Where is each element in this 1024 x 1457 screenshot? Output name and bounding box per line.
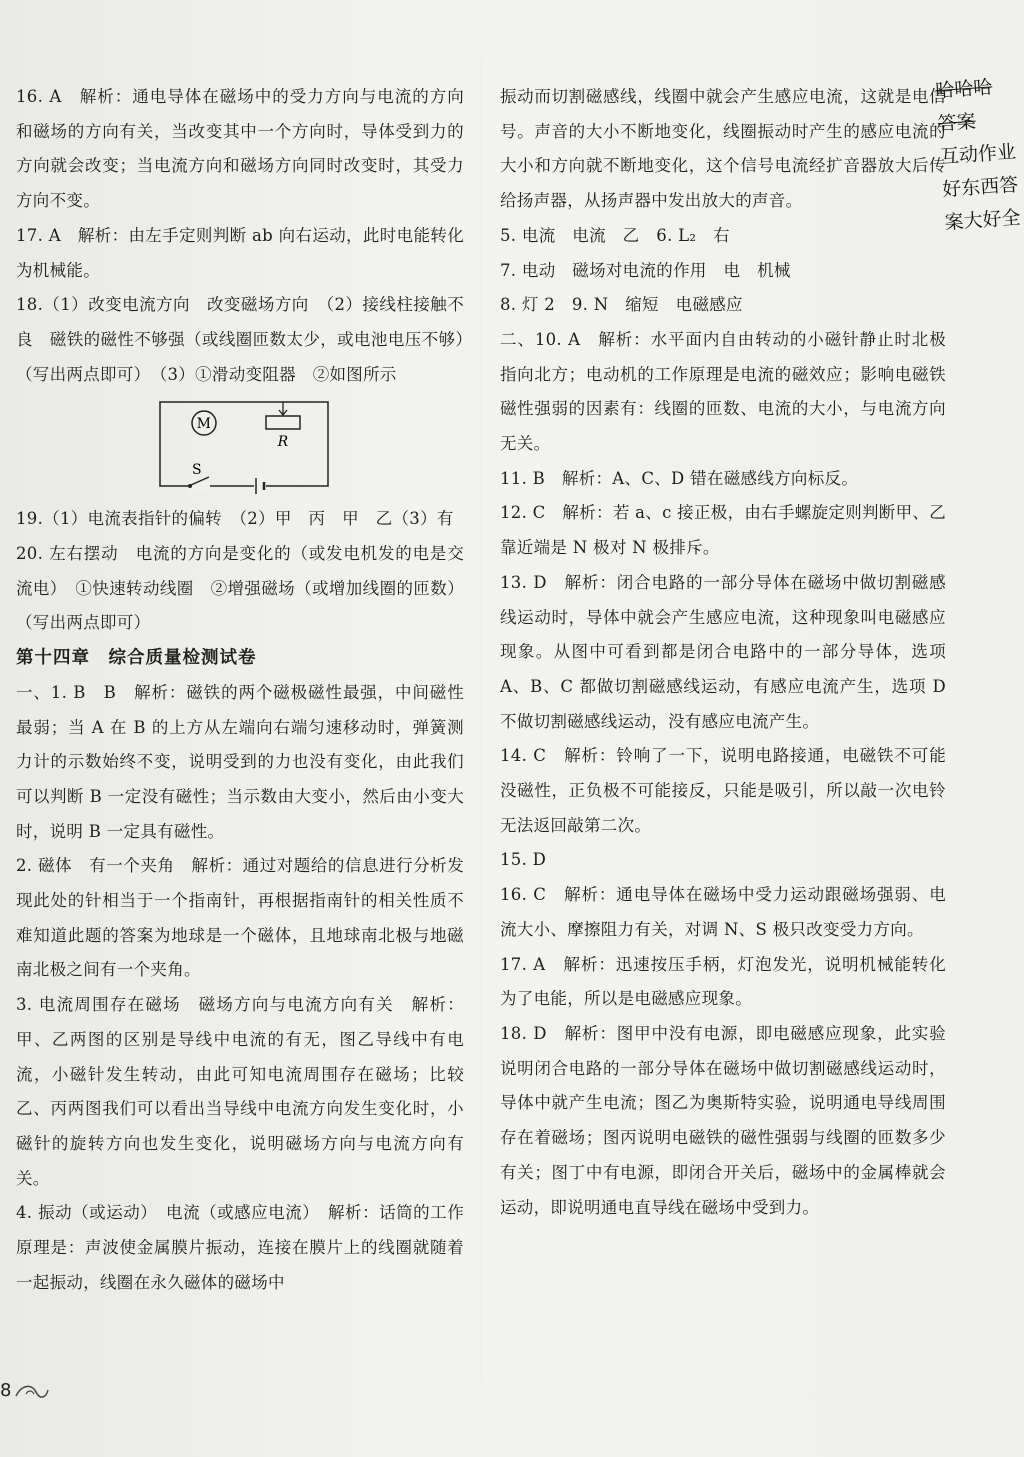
- left-column: [16, 80, 464, 1301]
- answer-18: 18.（1）改变电流方向 改变磁场方向 （2）接线柱接触不良 磁铁的磁性不够强（或线圈匝数太少，或电池电压不够）（写出两点即可） （3）①滑动变阻器 ②如图所示: [16, 295, 464, 384]
- answer-2-17: 17. A 解析：迅速按压手柄，灯泡发光，说明机械能转化为了电能，所以是电磁感应现象。: [500, 954, 946, 1009]
- answer-1-2: 2. 磁体 有一个夹角 解析：通过对题给的信息进行分析发现此处的针相当于一个指南针，再根据指南针的相关性质不难知道此题的答案为地球是一个磁体，且地球南北极与地磁南北极之间有一个夹角。: [16, 856, 464, 980]
- column-divider: [481, 60, 482, 1380]
- handwriting-line: 答案: [937, 110, 977, 136]
- switch-label: S: [192, 462, 202, 479]
- answer-16: 16. A 解析：通电导体在磁场中的受力方向与电流的方向和磁场的方向有关，当改变其中一个方向时，导体受到力的方向就会改变；当电流方向和磁场方向同时改变时，其受力方向不变。: [16, 87, 464, 211]
- answer-2-18: 18. D 解析：图甲中没有电源，即电磁感应现象，此实验说明闭合电路的一部分导体在磁场中做切割磁感线运动时，导体中就产生电流；图乙为奥斯特实验，说明通电导线周围存在着磁场；图丙说明电磁铁的磁性强弱与线圈的匝数多少有关；图丁中有电源，即闭合开关后，磁场中的金属棒就会运动，即说明通电直导线在磁场中受到力。: [500, 1023, 946, 1217]
- answer-20: 20. 左右摆动 电流的方向是变化的（或发电机发的电是交流电） ①快速转动线圈 ②增强磁场（或增加线圈的匝数）（写出两点即可）: [16, 544, 464, 633]
- answer-8-9: 8. 灯 2 9. N 缩短 电磁感应: [500, 295, 743, 315]
- circuit-wire: [160, 402, 328, 486]
- chapter-title: 第十四章 综合质量检测试卷: [16, 648, 257, 669]
- answer-1-4: 4. 振动（或运动） 电流（或感应电流） 解析：话筒的工作原理是：声波使金属膜片振动，连接在膜片上的线圈就随着一起振动，线圈在永久磁体的磁场中: [16, 1203, 464, 1292]
- answer-2-13: 13. D 解析：闭合电路的一部分导体在磁场中做切割磁感线运动时，导体中就会产生感应电流，这种现象叫电磁感应现象。从图中可看到都是闭合电路中的一部分导体，选项 A、B、C 都做切割磁感线运动，有感应电流产生，选项 D 不做切割磁感线运动，没有感应电流产生。: [500, 572, 946, 731]
- rheostat-slider: [279, 402, 287, 415]
- page-number: 8: [0, 1380, 12, 1401]
- answer-2-15: 15. D: [500, 850, 547, 870]
- answer-19: 19.（1）电流表指针的偏转 （2）甲 丙 甲 乙（3）有: [16, 509, 454, 529]
- circuit-diagram: [156, 396, 336, 496]
- answer-2-10: 二、10. A 解析：水平面内自由转动的小磁针静止时北极指向北方；电动机的工作原理是电流的磁效应；影响电磁铁磁性强弱的因素有：线圈的匝数、电流的大小，与电流方向无关。: [500, 329, 946, 454]
- rheostat-symbol: [266, 416, 300, 429]
- answer-4-continued: 振动而切割磁感线，线圈中就会产生感应电流，这就是电信号。声音的大小不断地变化，线圈振动时产生的感应电流的大小和方向就不断地变化，这个信号电流经扩音器放大后传给扬声器，从扬声器中发出放大的声音。: [500, 87, 946, 211]
- answer-1-3: 3. 电流周围存在磁场 磁场方向与电流方向有关 解析：甲、乙两图的区别是导线中电流的有无，图乙导线中有电流，小磁针发生转动，由此可知电流周围存在磁场；比较乙、丙两图我们可以看出当导线中电流方向发生变化时，小磁针的旋转方向也发生变化，说明磁场方向与电流方向有关。: [16, 995, 464, 1188]
- answer-5-6: 5. 电流 电流 乙 6. L₂ 右: [500, 225, 730, 245]
- answer-2-14: 14. C 解析：铃响了一下，说明电路接通，电磁铁不可能没磁性，正负极不可能接反，只能是吸引，所以敲一次电铃无法返回敲第二次。: [500, 746, 946, 835]
- answer-2-16: 16. C 解析：通电导体在磁场中受力运动跟磁场强弱、电流大小、摩擦阻力有关，对调 N、S 极只改变受力方向。: [500, 885, 946, 939]
- answer-2-11: 11. B 解析：A、C、D 错在磁感线方向标反。: [500, 468, 859, 488]
- rheostat-label: R: [277, 434, 289, 451]
- handwriting-line: 哈哈哈: [934, 76, 994, 103]
- handwritten-note: [934, 69, 1024, 240]
- answer-1-1: 一、1. B B 解析：磁铁的两个磁极磁性最强，中间磁性最弱；当 A 在 B 的上方从左端向右端匀速移动时，弹簧测力计的示数始终不变，说明受到的力也没有变化，由此我们可以判断 B 一定没有磁性；当示数由大变小，然后由小变大时，说明 B 一定具有磁性。: [16, 682, 464, 841]
- answer-17: 17. A 解析：由左手定则判断 ab 向右运动，此时电能转化为机械能。: [16, 225, 464, 280]
- answer-7: 7. 电动 磁场对电流的作用 电 机械: [500, 260, 791, 280]
- handwriting-line: 互动作业: [939, 140, 1017, 169]
- decorative-ornament-icon: [12, 1380, 52, 1404]
- handwriting-line: 案大好全: [943, 206, 1022, 234]
- motor-label: M: [196, 416, 212, 433]
- right-column: [500, 80, 946, 1225]
- answer-2-12: 12. C 解析：若 a、c 接正极，由右手螺旋定则判断甲、乙靠近端是 N 极对 N 极排斥。: [500, 503, 946, 558]
- handwriting-line: 好东西答: [941, 173, 1019, 202]
